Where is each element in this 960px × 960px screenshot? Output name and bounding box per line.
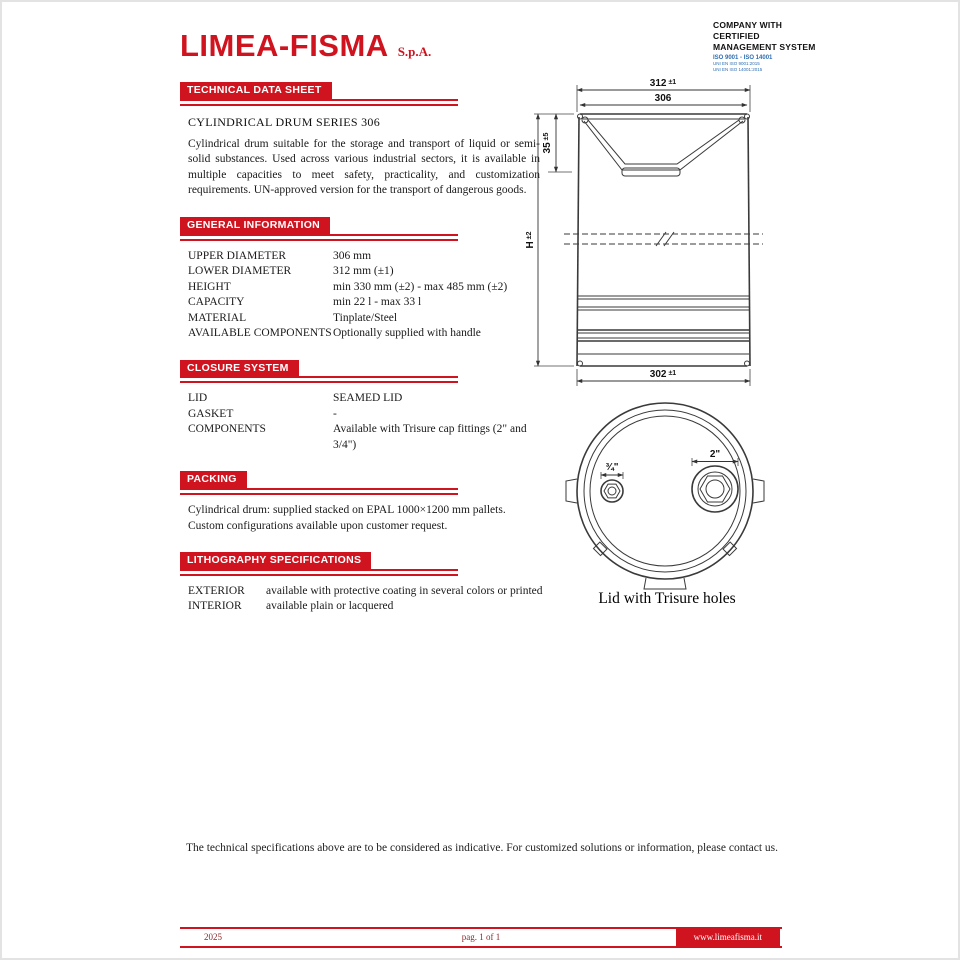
content-column	[180, 80, 544, 615]
spec-value: min 22 l - max 33 l	[333, 296, 422, 309]
logo-text: LIMEA-FISMA	[180, 28, 389, 63]
drum-ribs	[577, 296, 750, 341]
spec-value: available plain or lacquered	[266, 600, 394, 613]
spec-value: Tinplate/Steel	[333, 311, 398, 324]
section-title-bar: PACKING	[180, 471, 247, 488]
cert-title-line1: COMPANY WITH	[713, 20, 783, 30]
packing-text: Cylindrical drum: supplied stacked on EPAL 1000×1200 mm pallets. Custom configurations available upon customer request.	[188, 503, 506, 532]
drum-body	[564, 114, 763, 366]
svg-text:302±1: 302 $^{\pm 1}$	[649, 369, 677, 380]
certification-block	[713, 20, 873, 73]
section-rule	[180, 569, 458, 571]
spec-label: UPPER DIAMETER	[188, 249, 287, 262]
table-row	[188, 264, 544, 280]
cert-fineprint-2: UNI EN ISO 14001:2015	[713, 67, 763, 73]
table-row	[188, 599, 544, 615]
table-row	[188, 295, 544, 311]
drum-front-view-drawing	[522, 74, 782, 404]
spec-label: COMPONENTS	[188, 423, 266, 436]
drawing-caption: Lid with Trisure holes	[598, 590, 736, 607]
section-rule	[180, 239, 458, 241]
section-title-bar: LITHOGRAPHY SPECIFICATIONS	[180, 552, 371, 569]
section-title-bar: CLOSURE SYSTEM	[180, 360, 299, 377]
section-rule	[180, 574, 458, 576]
spec-value: 312 mm (±1)	[333, 265, 394, 278]
svg-text:35±5: $35^{\pm 5}$	[542, 132, 553, 154]
spec-value: Optionally supplied with handle	[333, 327, 481, 340]
lithography-table	[188, 584, 544, 615]
section-rule	[180, 493, 458, 495]
spec-label: CAPACITY	[188, 296, 245, 309]
spec-value: -	[333, 407, 337, 420]
table-row	[188, 249, 544, 265]
footer-page-number: pag. 1 of 1	[461, 932, 501, 942]
table-row	[188, 391, 544, 407]
svg-text:2": 2"	[709, 449, 721, 460]
table-row	[188, 280, 544, 296]
page-footer	[180, 927, 782, 948]
cert-title-line3: MANAGEMENT SYSTEM	[713, 42, 816, 53]
spec-value: min 330 mm (±2) - max 485 mm (±2)	[333, 280, 508, 293]
section-header-packing	[180, 469, 458, 495]
spec-label: LID	[188, 392, 208, 405]
spec-label: EXTERIOR	[188, 584, 245, 597]
spec-value: SEAMED LID	[333, 392, 403, 405]
footer-website-link[interactable]: www.limeafisma.it	[676, 929, 780, 946]
footer-row	[180, 929, 782, 946]
company-logo	[180, 28, 431, 64]
trisure-hole-3-4in	[601, 462, 623, 502]
table-row	[188, 407, 544, 423]
disclaimer-text: The technical specifications above are to be considered as indicative. For customized solutions or information, please contact us.	[185, 842, 779, 854]
table-row	[188, 422, 544, 453]
table-row	[188, 584, 544, 600]
product-description: Cylindrical drum suitable for the storage and transport of liquid or semi-solid substances. Used across various industrial sectors, it is available in multiple capacities to meet safety, practicality, and customization requirements. UN-approved version for the transport of dangerous goods.	[188, 137, 540, 197]
spec-label: MATERIAL	[188, 311, 247, 324]
svg-text:312±1: 312 $^{\pm 1}$	[649, 78, 677, 89]
logo-suffix: S.p.A.	[397, 44, 432, 59]
section-header-technical-data-sheet	[180, 80, 458, 106]
section-header-lithography-specifications	[180, 550, 458, 576]
drum-handle	[582, 117, 745, 176]
spec-label: INTERIOR	[188, 600, 242, 613]
section-rule	[180, 381, 458, 383]
cert-iso-line: ISO 9001 - ISO 14001	[713, 55, 773, 62]
spec-label: GASKET	[188, 407, 234, 420]
cert-title-line2: CERTIFIED	[713, 31, 760, 42]
section-rule	[180, 376, 458, 378]
section-rule	[180, 99, 458, 101]
spec-value: available with protective coating in several colors or printed	[266, 584, 543, 597]
dimension-top-section	[534, 114, 574, 172]
svg-text:306: 306	[654, 93, 672, 104]
closure-system-table	[188, 391, 544, 453]
trisure-hole-2in	[692, 449, 738, 512]
lid-top-view-drawing	[547, 400, 787, 600]
spec-label: AVAILABLE COMPONENTS	[188, 327, 332, 340]
section-rule	[180, 488, 458, 490]
section-header-general-information	[180, 215, 458, 241]
section-rule	[180, 104, 458, 106]
break-lines	[564, 232, 763, 246]
cert-fineprint-1: UNI EN ISO 9001:2015	[713, 61, 760, 67]
table-row	[188, 311, 544, 327]
footer-year: 2025	[204, 932, 222, 942]
svg-text:¾": ¾"	[605, 462, 619, 473]
svg-text:H±2: $H^{\pm 2}$	[525, 231, 536, 249]
general-information-table	[188, 249, 544, 342]
section-rule	[180, 234, 458, 236]
table-row	[188, 326, 544, 342]
section-title-bar: GENERAL INFORMATION	[180, 217, 330, 234]
dimension-lower-diameter	[577, 78, 750, 90]
section-title-bar: TECHNICAL DATA SHEET	[180, 82, 332, 99]
footer-rule-bottom	[180, 946, 782, 948]
dimension-upper-diameter	[580, 93, 747, 105]
spec-value: 306 mm	[333, 249, 372, 262]
dimension-bottom-diameter	[577, 369, 750, 386]
section-header-closure-system	[180, 358, 458, 384]
spec-label: LOWER DIAMETER	[188, 265, 292, 278]
product-title: CYLINDRICAL DRUM SERIES 306	[188, 114, 380, 129]
spec-label: HEIGHT	[188, 280, 231, 293]
spec-value: Available with Trisure cap fittings (2" and 3/4")	[333, 423, 527, 451]
